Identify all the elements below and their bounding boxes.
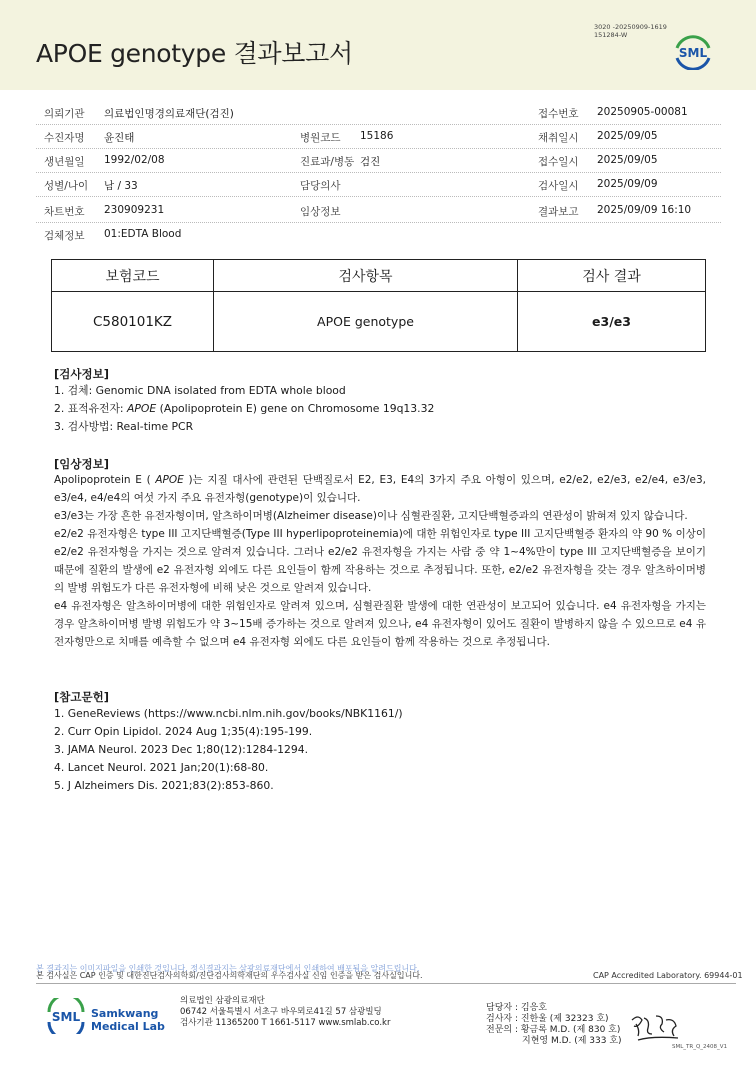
test-info-line2: 2. 표적유전자: APOE (Apolipoprotein E) gene on Chromosome 19q13.32: [54, 402, 435, 415]
sml-footer-logo-icon: [44, 998, 88, 1034]
document-number: [594, 23, 667, 39]
certification-notice: 본 검사실은 CAP 인증 및 대한진단검사의학회/진단검사의학재단의 우수검사실 신임 인증을 받은 검사실입니다.: [36, 971, 423, 980]
patient-field-label: 성별/나이: [44, 180, 89, 192]
sml-logo-text: SML: [678, 46, 708, 60]
patient-field-value: 01:EDTA Blood: [104, 228, 182, 240]
row-separator: [36, 124, 721, 125]
patient-field-value: 20250905-00081: [597, 106, 688, 118]
report-title: APOE genotype 결과보고서: [36, 39, 353, 68]
organization-name: Samkwang Medical Lab: [91, 1007, 165, 1033]
test-result: e3/e3: [518, 292, 706, 352]
staff-tester: 검사자 : 진한울 (제 32323 호): [486, 1014, 609, 1024]
patient-field-value: 2025/09/09: [597, 178, 658, 190]
staff-list: [486, 1003, 622, 1047]
cap-accreditation: CAP Accredited Laboratory. 69944-01: [593, 971, 743, 980]
form-number: SML_TR_Q_2408_V1: [672, 1044, 728, 1050]
patient-field-label: 병원코드: [300, 132, 341, 144]
staff-manager: 담당자 : 김응호: [486, 1003, 547, 1013]
signature-icon: [628, 1010, 688, 1046]
patient-field-value: 의료법인명경의료재단(검진): [104, 108, 234, 120]
clinical-paragraph-3: e2/e2 유전자형은 type III 고지단백혈증(Type III hyperlipoproteinemia)에 대한 위험인자로 type III 고지단백혈증 환자의 약 90 % 이상이 e2/e2 유전자형을 가지는 것으로 알려져 있습니다. 그러나 e2/e2 유전자형을 가지는 사람 중 약 1~4%만이 type III 고지단백혈증을 보이기 때문에 질환의 발생에 e2 유전자형 외에도 다른 요인들이 함께 작용하는 것으로 추정됩니다. 또한, e2/e2 유전자형을 갖는 경우 알츠하이머병의 발병 위험도가 다른 유전자형에 비해 낮은 것으로 알려져 있습니다.: [54, 528, 706, 594]
clinical-info-title: [임상정보]: [54, 457, 109, 471]
patient-field-label: 의뢰기관: [44, 108, 85, 120]
patient-field-label: 채취일시: [538, 132, 579, 144]
clinical-paragraph-1: Apolipoprotein E ( APOE )는 지질 대사에 관련된 단백질로서 E2, E3, E4의 3가지 주요 아형이 있으며, e2/e2, e2/e3, e2/e4, e3/e3, e3/e4, e4/e4의 여섯 가지 주요 유전자형(genotype)이 있습니다.: [54, 474, 706, 504]
patient-field-label: 생년월일: [44, 156, 85, 168]
test-item: APOE genotype: [214, 292, 518, 352]
patient-field-label: 검체정보: [44, 230, 85, 242]
report-header: [0, 0, 756, 90]
patient-field-label: 검사일시: [538, 180, 579, 192]
sml-footer-logo-text: SML: [51, 1010, 81, 1024]
test-info-title: [검사정보]: [54, 367, 109, 381]
patient-field-value: 검진: [360, 156, 381, 168]
patient-field-label: 차트번호: [44, 206, 85, 218]
insurance-code: C580101KZ: [52, 292, 214, 352]
patient-field-label: 수진자명: [44, 132, 85, 144]
document-number-line1: 3020 -20250909-1619: [594, 23, 667, 31]
patient-field-value: 230909231: [104, 204, 165, 216]
patient-field-value: 2025/09/09 16:10: [597, 204, 692, 216]
footer-divider: [36, 983, 736, 984]
staff-specialist-2: 지현영 M.D. (제 333 호): [522, 1036, 622, 1046]
test-info-line1: 1. 검체: Genomic DNA isolated from EDTA whole blood: [54, 384, 346, 397]
clinical-info-body: [54, 471, 706, 651]
reference-item: 4. Lancet Neurol. 2021 Jan;20(1):68-80.: [54, 761, 269, 774]
row-separator: [36, 148, 721, 149]
clinical-paragraph-2: e3/e3는 가장 흔한 유전자형이며, 알츠하이머병(Alzheimer disease)이나 심혈관질환, 고지단백혈증과의 연관성이 밝혀져 있지 않습니다.: [54, 510, 688, 522]
references-title: [참고문헌]: [54, 690, 109, 704]
reference-item: 1. GeneReviews (https://www.ncbi.nlm.nih.gov/books/NBK1161/): [54, 707, 403, 720]
reference-item: 5. J Alzheimers Dis. 2021;83(2):853-860.: [54, 779, 274, 792]
print-notice: 본 결과지는 이미지파일을 인쇄한 것입니다. 정식결과지는 삼광의료재단에서 인쇄하여 배포됨을 알려드립니다.: [36, 964, 420, 973]
patient-field-value: 2025/09/05: [597, 154, 658, 166]
reference-item: 2. Curr Opin Lipidol. 2024 Aug 1;35(4):195-199.: [54, 725, 313, 738]
patient-field-label: 담당의사: [300, 180, 341, 192]
test-info-line3: 3. 검사방법: Real-time PCR: [54, 420, 194, 433]
row-separator: [36, 222, 721, 223]
patient-field-label: 접수일시: [538, 156, 579, 168]
patient-field-label: 임상정보: [300, 206, 341, 218]
sml-logo-icon: [672, 34, 714, 70]
header-test-result: 검사 결과: [518, 260, 706, 292]
patient-field-label: 결과보고: [538, 206, 579, 218]
staff-specialist-1: 전문의 : 황금록 M.D. (제 830 호): [486, 1025, 621, 1035]
document-number-line2: 151284-W: [594, 31, 628, 39]
organization-address: 의료법인 삼광의료재단 06742 서울특별시 서초구 바우뫼로41길 57 삼광빌딩 검사기관 11365200 T 1661-5117 www.smlab.co.kr: [180, 996, 391, 1028]
reference-item: 3. JAMA Neurol. 2023 Dec 1;80(12):1284-1294.: [54, 743, 309, 756]
row-separator: [36, 172, 721, 173]
patient-field-value: 1992/02/08: [104, 154, 165, 166]
patient-field-value: 남 / 33: [104, 180, 138, 192]
result-table: [51, 259, 706, 352]
patient-field-value: 15186: [360, 130, 394, 142]
patient-field-label: 진료과/병동: [300, 156, 355, 168]
patient-field-label: 접수번호: [538, 108, 579, 120]
row-separator: [36, 196, 721, 197]
patient-field-value: 윤진태: [104, 132, 135, 144]
clinical-paragraph-4: e4 유전자형은 알츠하이머병에 대한 위험인자로 알려져 있으며, 심혈관질환 발생에 대한 연관성이 보고되어 있습니다. e4 유전자형을 가지는 경우 알츠하이머병 발병 위험도가 약 3~15배 증가하는 것으로 알려져 있으나, e4 유전자형이 있어도 질환이 발병하지 않을 수 있으므로 e4 유전자형만으로 치매를 예측할 수 없으며 e4 유전자형 외에도 다른 요인들이 함께 작용하는 것으로 추정됩니다.: [54, 600, 706, 648]
header-test-item: 검사항목: [214, 260, 518, 292]
patient-field-value: 2025/09/05: [597, 130, 658, 142]
header-insurance-code: 보험코드: [52, 260, 214, 292]
